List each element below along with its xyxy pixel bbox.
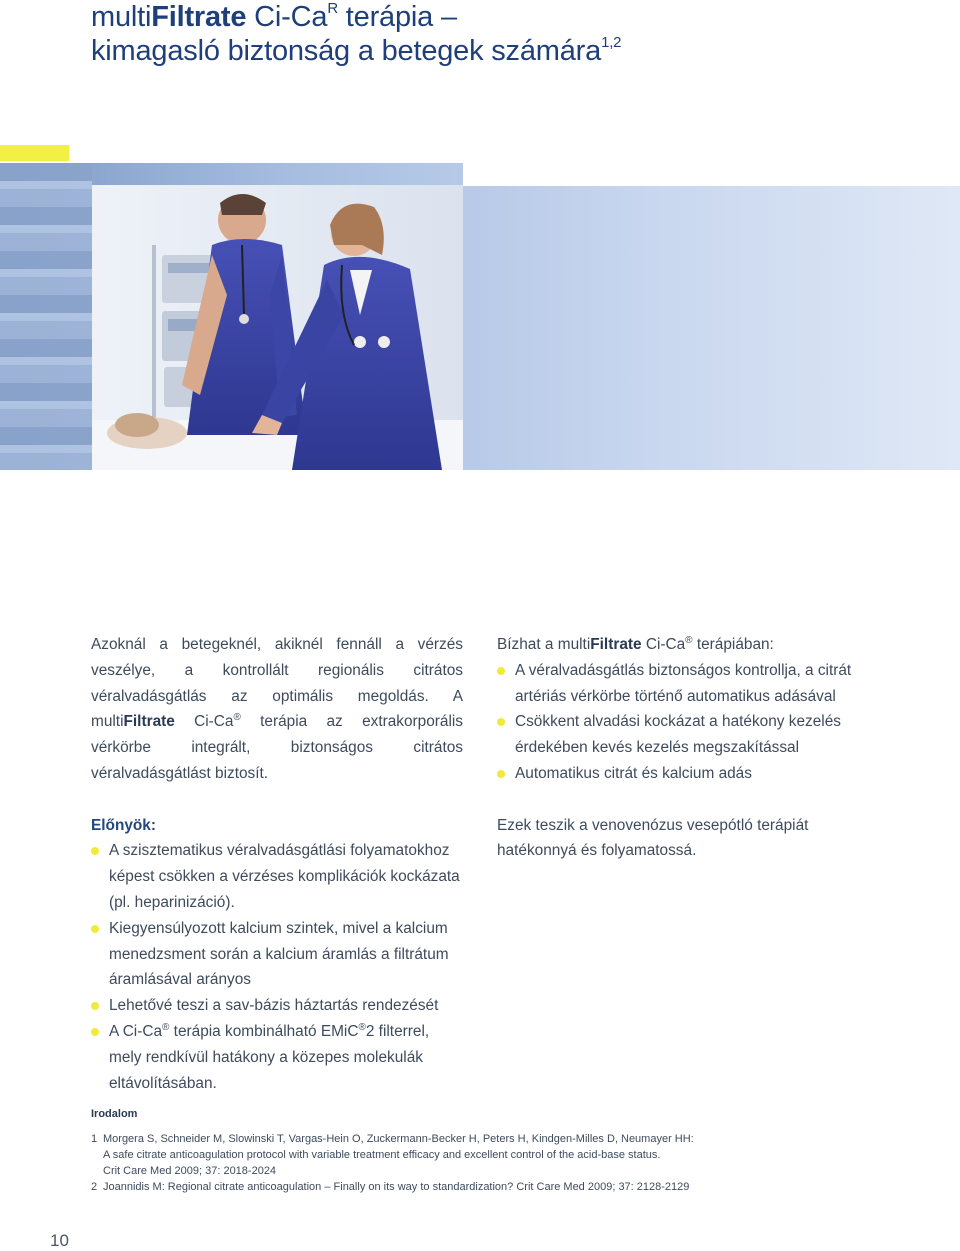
bullet4-text-b: terápia kombinálható EMiC [169,1022,359,1040]
intro-brand-bold: Filtrate [123,713,175,731]
benefits-heading: Előnyök: [91,816,156,834]
bullet4-text-a: A Ci-Ca [109,1022,163,1040]
lead-registered-mark: ® [685,635,693,646]
page-number: 10 [50,1231,69,1250]
bullet4-registered-mark-2: ® [358,1021,366,1033]
page-title [91,0,621,68]
list-item: A véralvadásgátlás biztonságos kontrollja, a citrát artériás vérkörbe történő automatikus adásával [497,658,897,710]
list-item: Kiegyensúlyozott kalcium szintek, mivel a kalcium menedzsment során a kalcium áramlás a filtrátum áramlásával arányos [91,916,463,993]
reference-number: 2 [91,1181,98,1193]
trust-lead [497,632,897,658]
title-registered-mark: R [327,0,338,17]
benefits-list [91,838,463,1096]
title-product: Ci-Ca [246,1,328,33]
reference-line: Crit Care Med 2009; 37: 2018-2024 [103,1165,277,1177]
reference-text [103,1131,694,1179]
reference-line: Joannidis M: Regional citrate anticoagulation – Finally on its way to standardization? Crit Care Med 2009; 37: 2128-2129 [103,1181,690,1193]
closing-paragraph: Ezek teszik a venovenózus vesepótló terápiát hatékonnyá és folyamatossá. [497,816,809,860]
title-subtitle: kimagasló biztonság a betegek számára [91,35,602,67]
banner-white-notch [463,163,960,186]
intro-paragraph [91,632,463,787]
reference-text [103,1179,689,1195]
references-heading: Irodalom [91,1108,138,1120]
left-column [91,632,463,1096]
title-prefix: multi [91,1,152,33]
lead-brand-bold: Filtrate [590,636,642,653]
references-section [91,1106,871,1195]
list-item: Lehetővé teszi a sav-bázis háztartás rendezését [91,993,463,1019]
accent-bar [0,145,69,161]
lead-text-c: terápiában: [692,636,774,653]
title-line-1 [91,0,621,34]
reference-number: 1 [91,1133,98,1145]
list-item: Csökkent alvadási kockázat a hatékony kezelés érdekében kevés kezelés megszakítással [497,709,897,761]
hero-banner [0,163,960,470]
reference-line: Morgera S, Schneider M, Slowinski T, Vargas-Hein O, Zuckermann-Becker H, Peters H, Kindgen-Milles D, Neumayer HH: [103,1133,694,1145]
list-item: A szisztematikus véralvadásgátlási folyamatokhoz képest csökken a vérzéses komplikációk kockázata (pl. heparinizáció). [91,838,463,915]
intro-registered-mark: ® [233,712,241,724]
title-brand-bold: Filtrate [151,1,247,33]
lead-text-a: Bízhat a multi [497,636,591,653]
trust-list [497,658,897,787]
reference-item [91,1131,871,1179]
intro-text-1: Azoknál a betegeknél, akiknél fennáll a vérzés veszélye, a kontrollált regionális citrátos véralvadásgátlás az optimális megoldás. A multi [91,636,463,731]
reference-line: A safe citrate anticoagulation protocol with variable treatment efficacy and excellent control of the acid-base status. [103,1149,661,1161]
banner-left-strip [0,163,92,470]
title-line-2 [91,34,621,68]
intro-text-2: Ci-Ca [174,713,234,731]
title-suffix: terápia – [337,1,457,33]
clinicians-photo [92,185,463,470]
lead-text-b: Ci-Ca [641,636,686,653]
intro-text-3: terápia az extrakorporális vérkörbe integrált, biztonságos citrátos véralvadásgátlást biztosít. [91,713,463,782]
bullet4-text-c: 2 filterrel, mely rendkívül hatákony a közepes molekulák eltávolításában. [109,1022,430,1092]
bullet4-registered-mark-1: ® [162,1021,170,1033]
right-column [497,632,897,864]
list-item [91,1019,463,1096]
reference-item [91,1179,871,1195]
list-item: Automatikus citrát és kalcium adás [497,761,897,787]
title-footnote-marker: 1,2 [601,34,622,51]
